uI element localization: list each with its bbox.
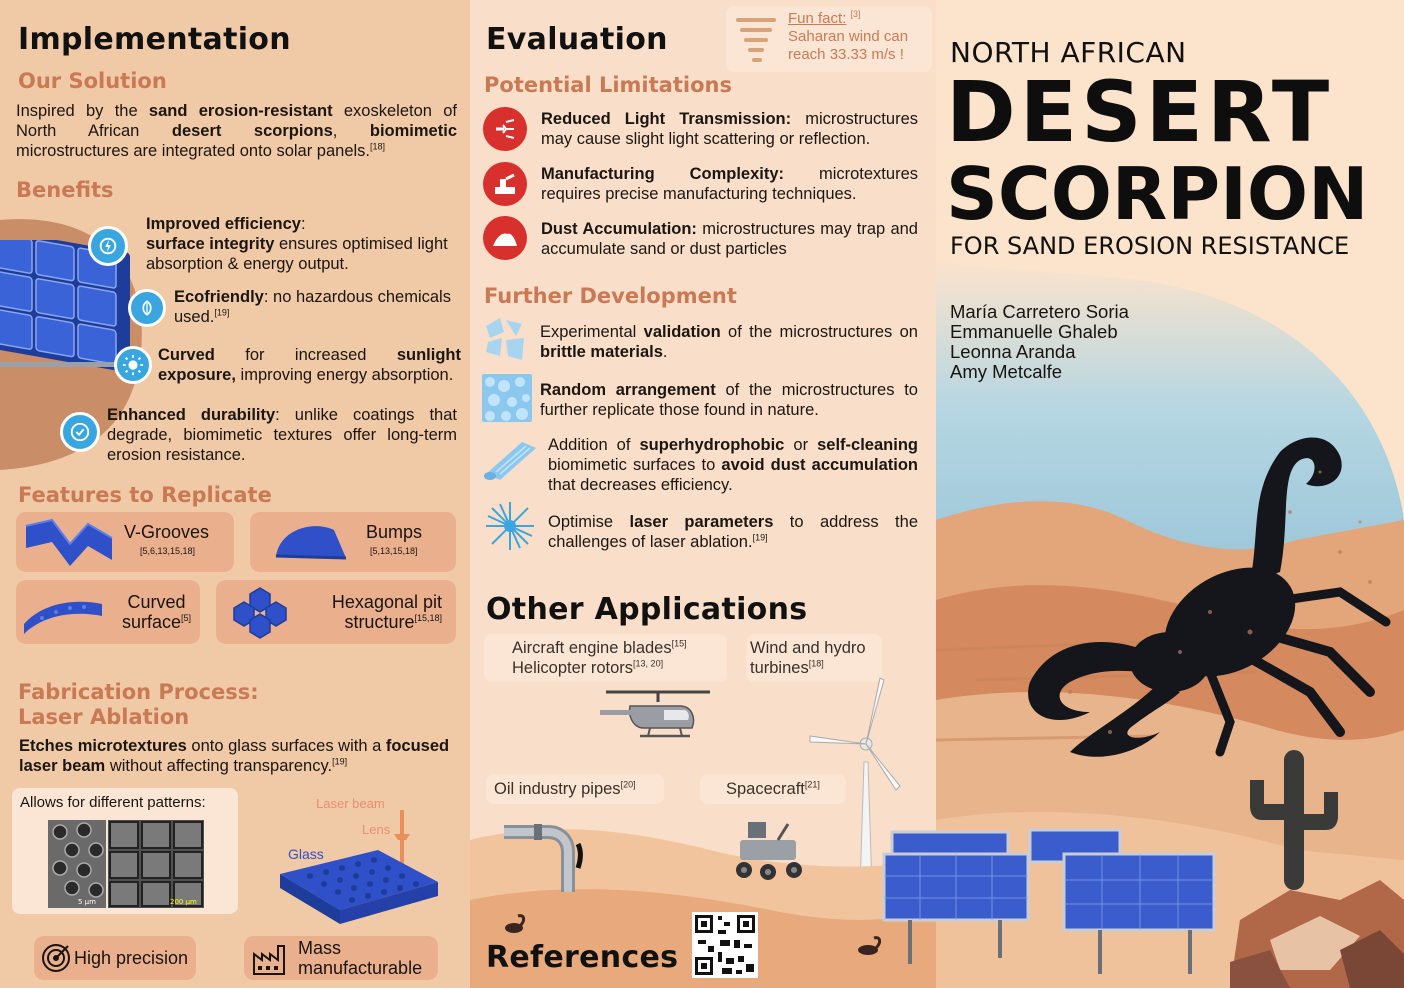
small-scorpion-icon <box>498 910 528 940</box>
hero-title-scorpion: SCORPION <box>946 152 1369 236</box>
hero-subtitle-top: NORTH AFRICAN <box>950 36 1187 69</box>
micrograph-pits <box>48 820 106 908</box>
mass-manufacturable-badge <box>244 936 438 980</box>
feature-name: Bumps <box>366 522 423 542</box>
further-development-heading: Further Development <box>484 284 737 308</box>
light-scatter-icon <box>483 107 527 151</box>
feature-refs: [5,13,15,18] <box>370 546 418 556</box>
hexagon-shape-icon <box>230 586 290 640</box>
potential-limitations-heading: Potential Limitations <box>484 73 732 97</box>
further-random-arrangement: Random arrangement of the microstructures to further replicate those found in nature. <box>540 381 918 419</box>
curved-surface-shape-icon <box>22 594 106 634</box>
feature-name: Curved surface[5] <box>122 592 192 632</box>
feature-curved-surface <box>16 580 200 644</box>
hero-subtitle-bottom: FOR SAND EROSION RESISTANCE <box>950 232 1350 260</box>
solar-panels-group <box>880 824 1230 988</box>
feature-v-grooves <box>16 512 234 572</box>
brittle-shards-icon <box>482 316 528 364</box>
sun-icon <box>114 346 152 384</box>
references-qr-code[interactable] <box>692 912 758 978</box>
app-space-label: Spacecraft[21] <box>726 779 820 798</box>
benefit-efficiency: Improved efficiency: surface integrity ensures optimised light absorption & energy output. <box>146 215 448 273</box>
further-laser-parameters: Optimise laser parameters to address the challenges of laser ablation.[19] <box>548 513 918 551</box>
pipe-illustration <box>498 822 594 894</box>
fabrication-heading: Fabrication Process: Laser Ablation <box>18 680 259 729</box>
app-aircraft-box <box>484 634 727 682</box>
laser-burst-icon <box>482 498 538 554</box>
our-solution-text: Inspired by the sand erosion-resistant exoskeleton of North African desert scorpions, biomimetic microstructures are integrated onto solar panels.[18] <box>16 102 457 160</box>
svg-text:200 μm: 200 μm <box>170 898 197 906</box>
fun-fact-box <box>726 6 932 72</box>
benefit-ecofriendly: Ecofriendly: no hazardous chemicals used.[19] <box>174 288 451 326</box>
our-solution-heading: Our Solution <box>18 69 167 93</box>
patterns-box <box>12 788 238 914</box>
benefit-curved: Curved for increased sunlight exposure, improving energy absorption. <box>158 346 461 384</box>
dust-pile-icon <box>483 216 527 260</box>
other-applications-title: Other Applications <box>486 592 808 627</box>
hero-title-desert: DESERT <box>946 63 1334 161</box>
author-name: Amy Metcalfe <box>950 361 1063 382</box>
tiny-scorpion-icon <box>848 930 888 960</box>
feature-name: Hexagonal pit structure[15,18] <box>331 592 442 632</box>
author-name: Emmanuelle Ghaleb <box>950 321 1118 342</box>
app-aircraft-label: Aircraft engine blades[15] Helicopter rotors[13, 20] <box>512 638 687 677</box>
target-icon <box>40 942 72 974</box>
limitation-dust: Dust Accumulation: microstructures may trap and accumulate sand or dust particles <box>541 220 918 258</box>
micrograph-grid <box>108 820 204 908</box>
scorpion-illustration <box>1010 432 1400 772</box>
feature-refs: [5,6,13,15,18] <box>140 546 196 556</box>
recycle-leaf-icon <box>128 289 166 327</box>
references-title: References <box>486 940 679 975</box>
factory-icon <box>252 942 286 976</box>
laser-beam-label: Laser beam <box>316 796 385 811</box>
authors-list <box>950 302 1129 382</box>
manufacturing-icon <box>483 162 527 206</box>
further-superhydrophobic: Addition of superhydrophobic or self-cleaning biomimetic surfaces to avoid dust accumulation that decreases efficiency. <box>548 436 918 494</box>
benefit-durability: Enhanced durability: unlike coatings that degrade, biomimetic textures offer long-term erosion resistance. <box>107 406 457 464</box>
superhydrophobic-film-icon <box>482 438 540 482</box>
feature-name: V-Grooves <box>124 522 210 542</box>
app-oil-label: Oil industry pipes[20] <box>494 779 636 798</box>
cactus-and-rocks <box>1230 740 1404 988</box>
implementation-title: Implementation <box>18 22 291 57</box>
features-heading: Features to Replicate <box>18 483 272 507</box>
mass-manufacturable-label: Mass manufacturable <box>298 938 423 978</box>
glass-label: Glass <box>288 846 324 862</box>
svg-text:5 μm: 5 μm <box>78 898 96 906</box>
fabrication-text: Etches microtextures onto glass surfaces with a focused laser beam without affecting transparency.[19] <box>19 737 450 775</box>
bump-shape-icon <box>272 518 352 566</box>
limitation-light: Reduced Light Transmission: microstructures may cause slight light scattering or reflection. <box>541 110 918 148</box>
limitation-manufacturing: Manufacturing Complexity: microtextures requires precise manufacturing techniques. <box>541 165 918 203</box>
durability-clock-icon <box>60 412 100 452</box>
author-name: María Carretero Soria <box>950 301 1129 322</box>
patterns-label: Allows for different patterns: <box>20 794 206 811</box>
tornado-icon <box>734 12 778 68</box>
efficiency-icon <box>88 226 128 266</box>
random-pattern-icon <box>482 374 532 422</box>
high-precision-badge <box>34 936 196 980</box>
further-validation: Experimental validation of the microstructures on brittle materials. <box>540 323 918 361</box>
high-precision-label: High precision <box>74 948 189 968</box>
feature-hexagonal-pit <box>216 580 456 644</box>
lens-label: Lens <box>362 822 391 837</box>
app-wind-label: Wind and hydro turbines[18] <box>750 639 866 677</box>
evaluation-title: Evaluation <box>486 22 668 57</box>
fun-fact-text: Fun fact: [3] Saharan wind can reach 33.33 m/s ! <box>788 9 909 63</box>
helicopter-illustration <box>600 684 720 750</box>
benefits-heading: Benefits <box>16 178 114 202</box>
rover-illustration <box>730 816 816 886</box>
feature-bumps <box>250 512 456 572</box>
author-name: Leonna Aranda <box>950 341 1076 362</box>
v-groove-shape-icon <box>24 516 114 568</box>
